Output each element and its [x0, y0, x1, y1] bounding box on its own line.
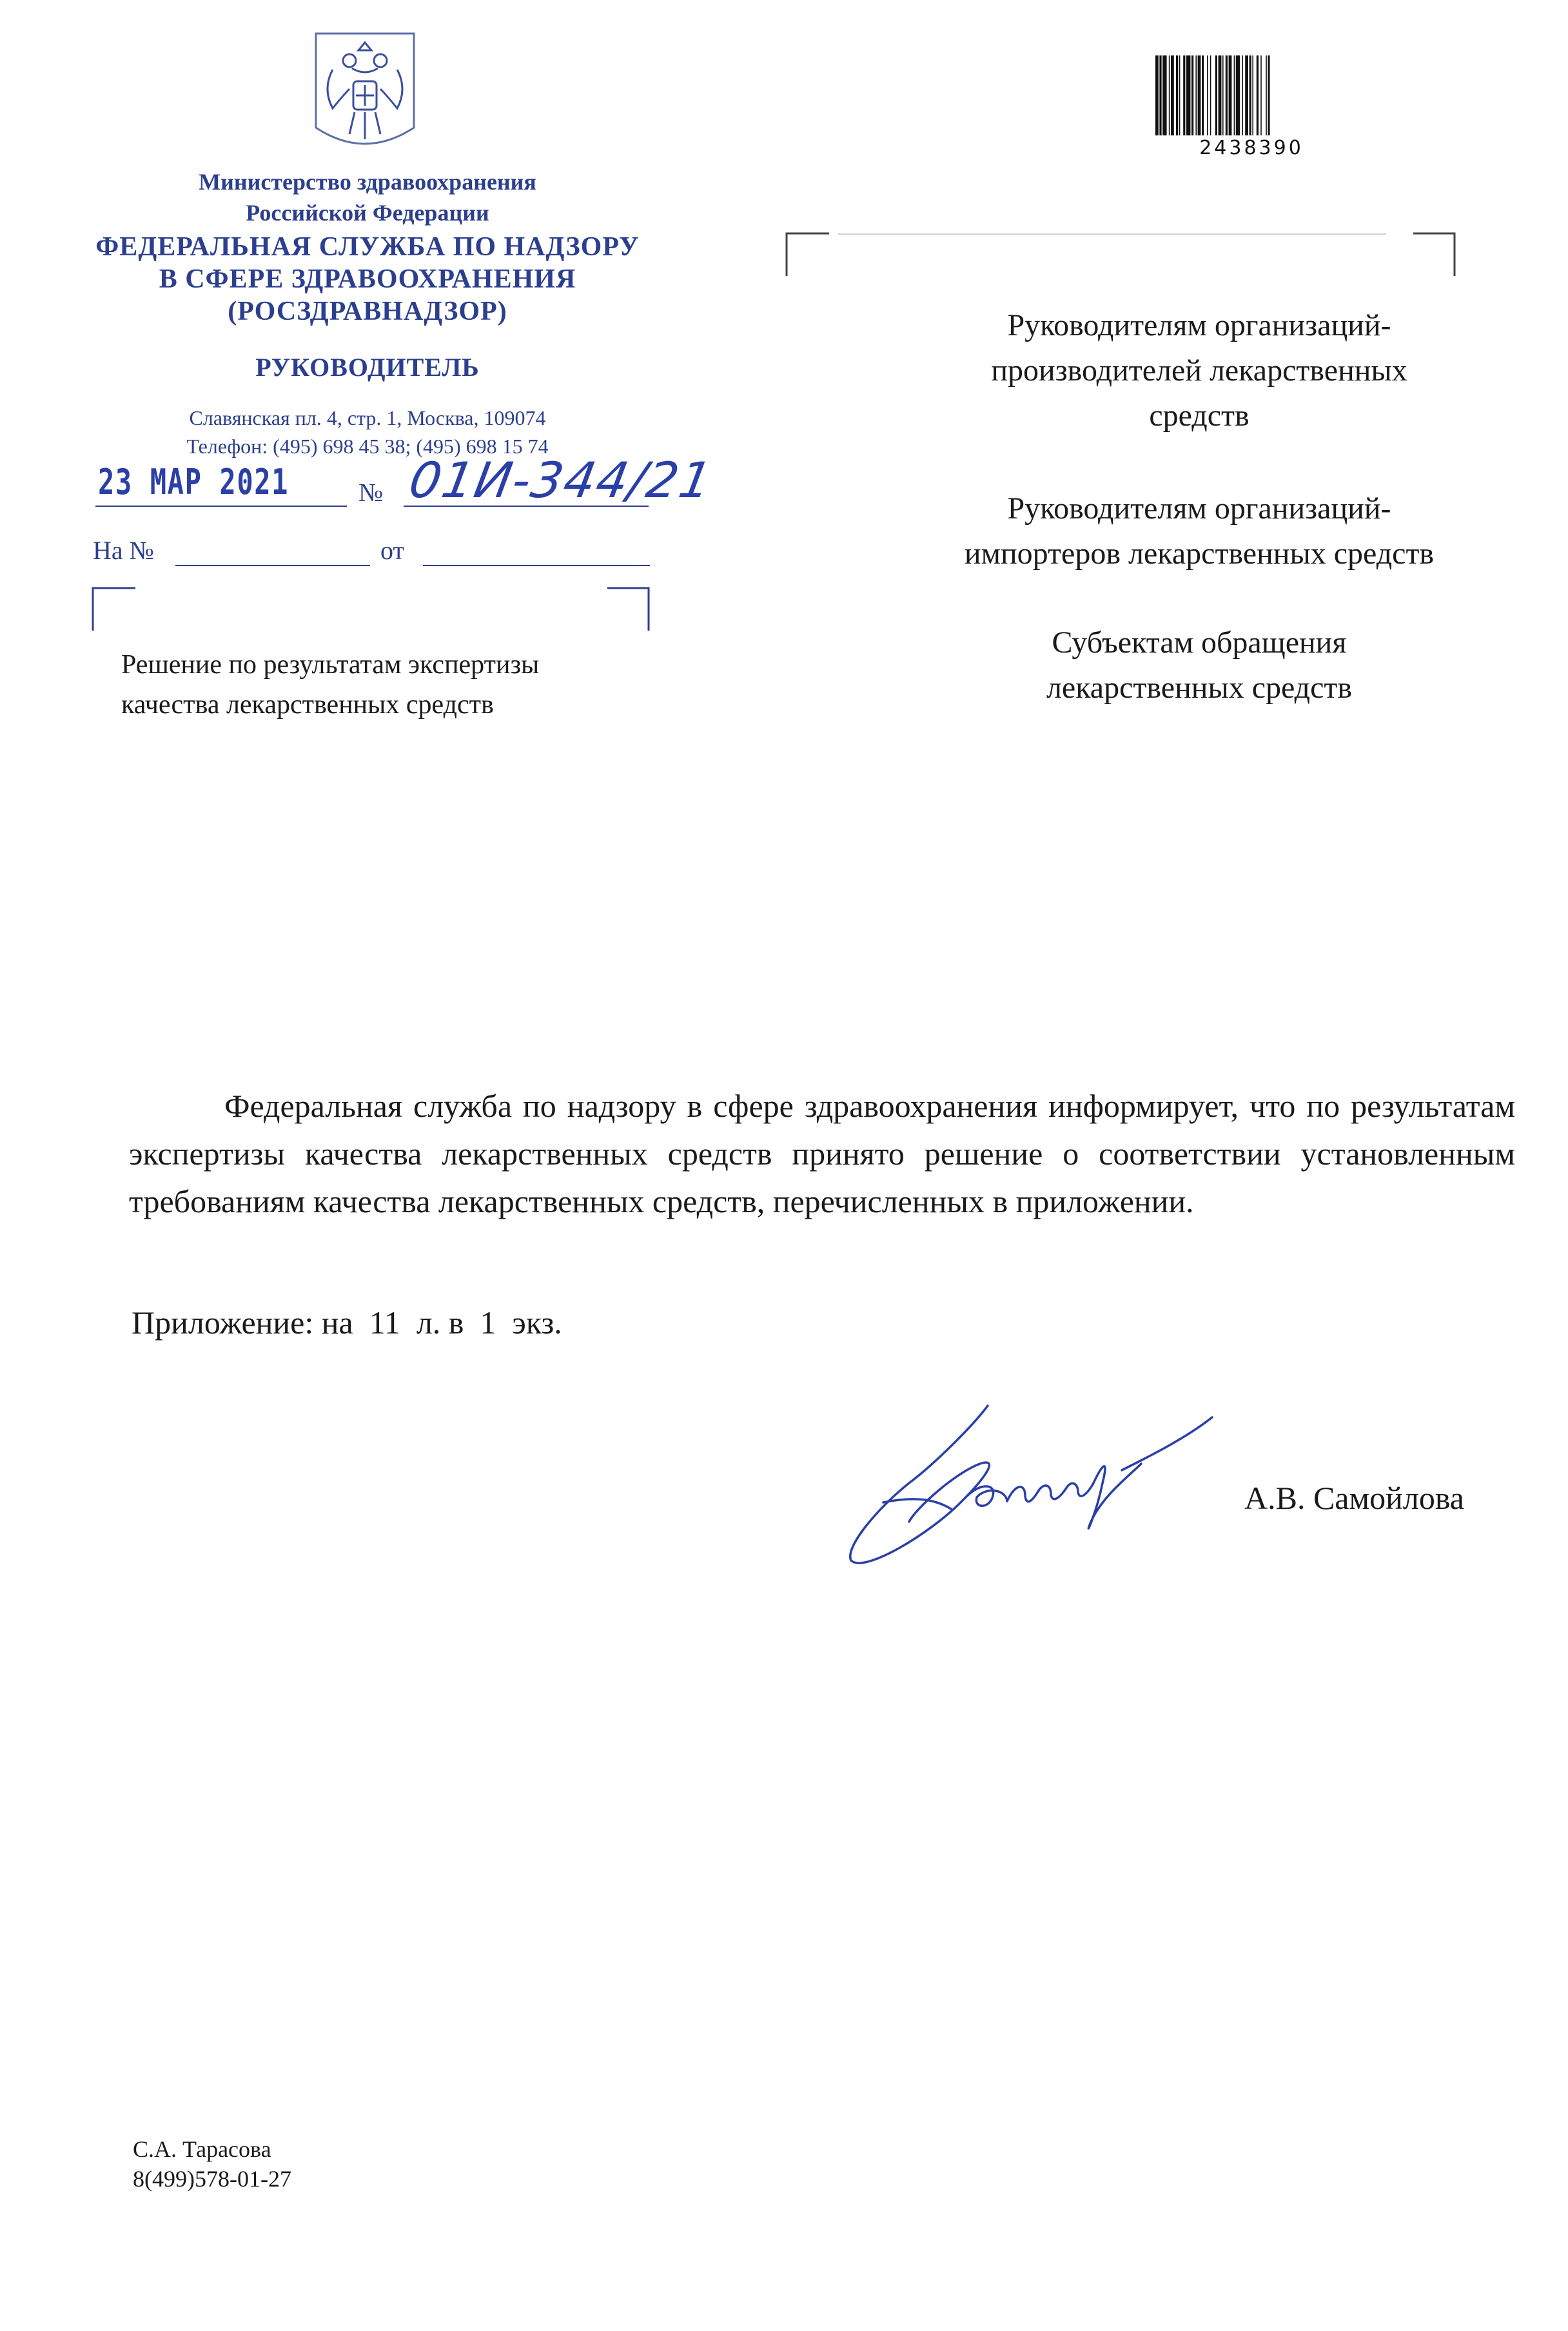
- addressee-subjects: [877, 620, 1522, 711]
- reply-to-underline: [175, 539, 370, 566]
- addressee-manufacturers: [877, 303, 1522, 438]
- barcode-bar: [1245, 55, 1248, 135]
- head-title: РУКОВОДИТЕЛЬ: [255, 353, 480, 382]
- addressee-top-rule: [838, 233, 1386, 235]
- executor-info: [133, 2134, 291, 2194]
- barcode-bar: [1191, 55, 1193, 135]
- barcode-bar: [1202, 55, 1204, 135]
- barcode-bar: [1162, 55, 1166, 135]
- number-sign: №: [358, 478, 384, 507]
- registration-number: 01И-344/21: [405, 451, 718, 509]
- addressee-line: средств: [1149, 398, 1250, 433]
- registration-date-stamp: 23 МАР 2021: [98, 462, 289, 502]
- barcode-bar: [1176, 55, 1178, 135]
- ministry-line-1: Министерство здравоохранения: [199, 169, 536, 195]
- barcode-bar: [1250, 55, 1251, 135]
- service-line-2: В СФЕРЕ ЗДРАВООХРАНЕНИЯ: [159, 264, 576, 294]
- reply-to-label: На №: [93, 536, 154, 565]
- service-line-3: (РОСЗДРАВНАДЗОР): [228, 297, 507, 326]
- addressee-line: лекарственных средств: [1046, 671, 1353, 705]
- addressee-corner-right: [1412, 232, 1457, 277]
- barcode-bar: [1183, 55, 1185, 135]
- barcode-number: 2438390: [1199, 137, 1304, 159]
- attachment-note: Приложение: на 11 л. в 1 экз.: [132, 1304, 562, 1341]
- addressee-corner-left: [785, 232, 830, 277]
- service-line-1: ФЕДЕРАЛЬНАЯ СЛУЖБА ПО НАДЗОРУ: [95, 232, 640, 262]
- barcode-bar: [1219, 55, 1222, 135]
- barcode-bar: [1222, 55, 1224, 135]
- barcode-bar: [1226, 55, 1228, 135]
- barcode-bar: [1229, 55, 1232, 135]
- coat-of-arms-icon: [313, 31, 416, 157]
- barcode-bar: [1260, 55, 1262, 135]
- barcode-bar: [1252, 55, 1253, 135]
- addressee-line: Руководителям организаций-: [1007, 308, 1391, 342]
- reply-from-label: от: [380, 536, 404, 565]
- barcode-bar: [1242, 55, 1243, 135]
- addressee-line: Руководителям организаций-: [1007, 491, 1391, 526]
- barcode-bar: [1186, 55, 1190, 135]
- subject-line-2: качества лекарственных средств: [121, 690, 494, 720]
- subject-line-1: Решение по результатам экспертизы: [121, 650, 540, 680]
- barcode-bar: [1179, 55, 1181, 135]
- barcode-bar: [1171, 55, 1174, 135]
- subject-corner-left: [92, 587, 137, 632]
- barcode-bar: [1198, 55, 1201, 135]
- address-line: Славянская пл. 4, стр. 1, Москва, 109074: [189, 406, 546, 429]
- barcode-bar: [1215, 55, 1217, 135]
- body-paragraph: Федеральная служба по надзору в сфере здравоохранения информирует, что по результатам экспертизы качества лекарственных средств принято решение о соответствии установленным требованиям качества лекарственных средств, перечисленных в приложении.: [129, 1088, 1515, 1219]
- barcode-bar: [1266, 55, 1267, 135]
- barcode-bar: [1234, 55, 1235, 135]
- addressee-line: импортеров лекарственных средств: [964, 536, 1435, 571]
- phone-line: Телефон: (495) 698 45 38; (495) 698 15 74: [186, 435, 549, 458]
- barcode-bar: [1159, 55, 1161, 135]
- barcode-bar: [1236, 55, 1240, 135]
- signatory-name: А.В. Самойлова: [1244, 1480, 1464, 1516]
- barcode-bar: [1155, 55, 1159, 135]
- document-subject: [121, 645, 701, 725]
- barcode-bar: [1207, 55, 1208, 135]
- addressee-line: Субъектам обращения: [1052, 625, 1347, 660]
- subject-corner-right: [606, 587, 651, 632]
- ministry-name: [64, 166, 671, 228]
- barcode-bar: [1210, 55, 1211, 135]
- ministry-line-2: Российской Федерации: [246, 200, 489, 226]
- barcode-bar: [1169, 55, 1170, 135]
- service-name: [64, 231, 671, 328]
- handwritten-signature: [838, 1386, 1219, 1573]
- barcode-bar: [1195, 55, 1197, 135]
- barcode-bar: [1268, 55, 1269, 135]
- addressee-importers: [877, 486, 1522, 576]
- executor-name: С.А. Тарасова: [133, 2136, 271, 2162]
- barcode-icon: [1154, 55, 1349, 139]
- letter-body: [129, 1082, 1515, 1225]
- barcode-bar: [1257, 55, 1259, 135]
- addressee-line: производителей лекарственных: [991, 353, 1407, 388]
- reply-from-underline: [423, 539, 650, 566]
- executor-phone: 8(499)578-01-27: [133, 2166, 291, 2192]
